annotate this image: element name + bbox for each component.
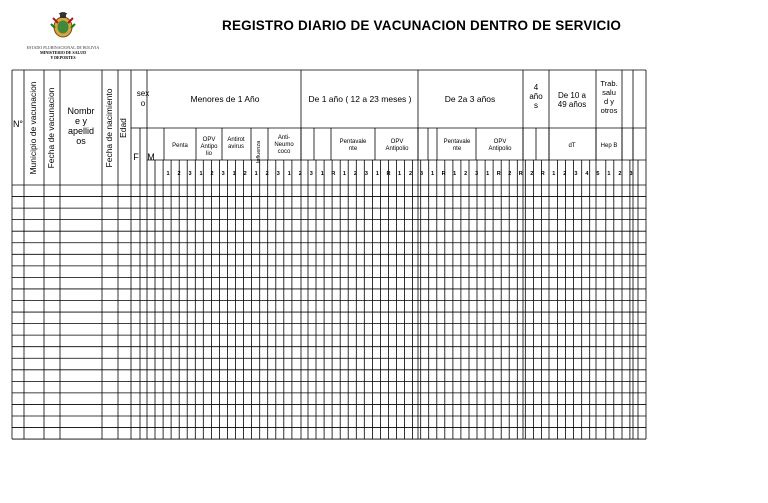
header-menores-1-ano: Menores de 1 Año (190, 94, 260, 104)
header-de-1-ano: De 1 año ( 12 a 23 meses ) (308, 94, 412, 104)
header-pentavalente-1: nte (348, 146, 358, 152)
dose-number: 3 (364, 171, 368, 177)
dose-number: 1 (342, 171, 346, 177)
header-hep-b: Hep B (600, 143, 618, 149)
dose-number: 2 (265, 171, 269, 177)
header-sexo-f: F (133, 152, 139, 162)
header-pentavalente-2: Pentavale (443, 139, 471, 145)
logo-line-2: MINISTERIO DE SALUD (39, 50, 86, 55)
dose-number: 2 (618, 171, 622, 177)
dose-number: 2 (353, 171, 357, 177)
dose-number: 2 (508, 171, 512, 177)
logo-line-1: ESTADO PLURINACIONAL DE BOLIVIA (26, 45, 100, 50)
header-fecha-vacunacion: Fecha de vacunacion (46, 87, 56, 169)
dose-number: 1 (397, 171, 402, 177)
header-sexo: sex (136, 89, 150, 98)
dose-number: 3 (574, 171, 578, 177)
header-penta: Penta (172, 143, 188, 149)
dose-number: R (386, 171, 391, 177)
dose-number: 1 (486, 171, 490, 177)
header-trabajadores-salud: salu (602, 88, 616, 97)
dose-number: 1 (287, 171, 291, 177)
dose-number: R (331, 171, 336, 177)
logo-line-3: Y DEPORTES (50, 55, 76, 60)
header-antineumococo: Neumo (274, 142, 294, 148)
dose-number: 4 (585, 171, 589, 177)
header-nombre: Nombr (67, 106, 95, 116)
header-nombre: apellid (67, 126, 95, 136)
header-pentavalente-1: Pentavale (339, 139, 367, 145)
dose-number: 2 (563, 171, 567, 177)
dose-number: 1 (375, 171, 379, 177)
dose-number: 2 (408, 171, 413, 177)
header-opv-antipolio-1: OPV (390, 139, 404, 145)
dose-number: 3 (221, 171, 225, 177)
dose-number: 1 (320, 171, 324, 177)
dose-number: 1 (166, 171, 170, 177)
header-municipio: Municipio de vacunacion (28, 81, 38, 175)
dose-number: 2 (243, 171, 247, 177)
header-de-10-a-49: 49 años (557, 100, 587, 109)
header-trabajadores-salud: Trab. (600, 79, 618, 88)
header-4-anos: s (534, 101, 538, 110)
header-fecha-nacimiento: Fecha de nacimiento (104, 88, 114, 168)
header-opv-antipolio: lio (205, 151, 213, 157)
dose-number: 1 (552, 171, 556, 177)
dose-number: 3 (188, 171, 192, 177)
header-nombre: os (76, 136, 86, 146)
dose-number: 3 (475, 171, 479, 177)
header-antirotavirus: avirus (227, 144, 245, 150)
header-no: N° (12, 119, 24, 129)
header-antirotavirus: Antirot (227, 137, 245, 143)
header-influenza: Influenza (256, 140, 262, 164)
dose-number: 3 (276, 171, 280, 177)
dose-number: R (496, 171, 501, 177)
dose-number: R (441, 171, 446, 177)
header-sexo: o (140, 99, 146, 108)
header-4-anos: año (529, 92, 543, 101)
dose-number: 3 (420, 171, 424, 177)
dose-number: 2 (177, 171, 181, 177)
page-title: REGISTRO DIARIO DE VACUNACION DENTRO DE SERVICIO (222, 18, 622, 33)
dose-number: 1 (431, 171, 435, 177)
dose-number: 2 (298, 171, 302, 177)
header-trabajadores-salud: otros (600, 106, 618, 115)
header-4-anos: 4 (533, 83, 539, 92)
header-nombre: e y (74, 116, 88, 126)
dose-number: 3 (629, 171, 633, 177)
header-opv-antipolio-2: OPV (493, 139, 507, 145)
dose-number: 2 (210, 171, 214, 177)
dose-number: 5 (596, 171, 600, 177)
header-pentavalente-2: nte (452, 146, 462, 152)
dose-number: 3 (309, 171, 313, 177)
dose-number: R (518, 171, 523, 177)
header-opv-antipolio: Antipo (200, 144, 218, 150)
header-opv-antipolio: OPV (202, 137, 216, 143)
dose-number: R (540, 171, 545, 177)
header-dt: dT (568, 143, 576, 149)
header-antineumococo: coco (277, 149, 291, 155)
dose-number: 1 (607, 171, 611, 177)
header-de-2a3-anos: De 2a 3 años (444, 94, 496, 104)
dose-number: 1 (254, 171, 258, 177)
header-opv-antipolio-2: Antipolio (488, 146, 512, 152)
header-antineumococo: Anti- (277, 135, 291, 141)
header-opv-antipolio-1: Antipolio (385, 146, 409, 152)
dose-number: 2 (464, 171, 468, 177)
dose-number: 1 (199, 171, 203, 177)
dose-number: 2 (530, 171, 534, 177)
header-sexo-m: M (147, 152, 155, 162)
header-trabajadores-salud: d y (603, 97, 615, 106)
dose-number: 1 (453, 171, 457, 177)
header-de-10-a-49: De 10 a (557, 91, 587, 100)
header-edad: Edad (118, 118, 128, 138)
dose-number: 1 (232, 171, 236, 177)
